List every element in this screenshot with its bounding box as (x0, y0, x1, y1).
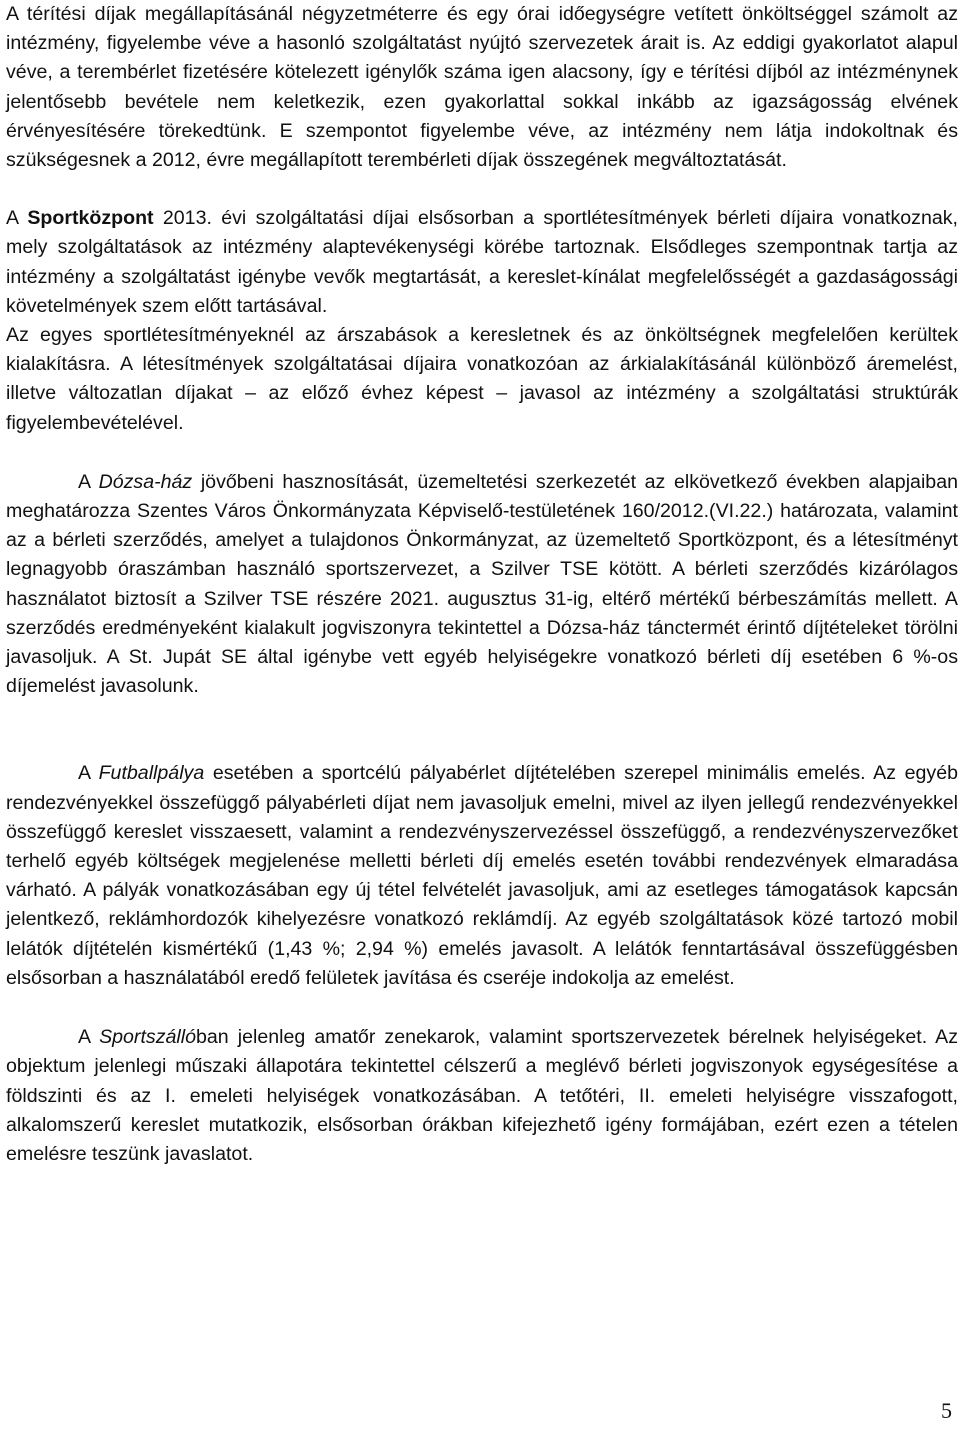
sportkozpont-term: Sportközpont (27, 207, 154, 230)
paragraph-dozsa-haz (6, 468, 958, 702)
paragraph-sportkozpont-body: 2013. évi szolgáltatási díjai elsősorban a sportlétesítmények bérleti díjaira vonatkoznak, mely szolgáltatások az intézmény alaptevékenységi körébe tartoznak. Elsődleges szempontnak tartja az intézmény a szolgáltatást igénybe vevők megtartását, a kereslet-kínálat megfelelősségét a gazdaságossági követelmények szem előtt tartásával. (6, 207, 958, 317)
document-page (6, 0, 958, 1169)
paragraph-fee-calculation: A térítési díjak megállapításánál négyzetméterre és egy órai időegységre vetített önköltséggel számolt az intézmény, figyelembe véve a hasonló szolgáltatást nyújtó szervezetek árait is. Az eddigi gyakorlatot alapul véve, a terembérlet fizetésére kötelezett igénylők száma igen alacsony, így e térítési díjból az intézménynek jelentősebb bevétele nem keletkezik, ezen gyakorlattal sokkal inkább az igazságosság elvének érvényesítésére törekedtünk. E szempontot figyelembe véve, az intézmény nem látja indokoltnak és szükségesnek a 2012, évre megállapított terembérleti díjak összegének megváltoztatását. (6, 3, 958, 172)
paragraph-sportszallo-body: ban jelenleg amatőr zenekarok, valamint sportszervezetek bérelnek helyiségeket. Az objektum jelenlegi műszaki állapotára tekintettel célszerű a meglévő bérleti jogviszonyok egységesítése a földszinti és az I. emeleti helyiségek vonatkozásában. A tetőtéri, II. emeleti helyiségre visszafogott, alkalomszerű kereslet mutatkozik, elsősorban órákban kifejezhető igény formájában, ezért ezen a tételen emelésre teszünk javaslatot. (6, 1026, 958, 1165)
dozsa-haz-term: Dózsa-ház (98, 470, 193, 493)
futballpalya-term: Futballpálya (98, 762, 205, 785)
paragraph-futballpalya-body: esetében a sportcélú pályabérlet díjtételében szerepel minimális emelés. Az egyéb rendezvényekkel összefüggő pályabérleti díjat nem javasoljuk emelni, mivel az ilyen jellegű rendezvényekkel összefüggő kereslet visszaesett, valamint a rendezvényszervezéssel összefüggő, a rendezvényszervezőket terhelő egyéb költségek megjelenése melletti bérleti díj emelés esetén további rendezvények elmaradása várható. A pályák vonatkozásában egy új tétel felvételét javasoljuk, ami az esetleges támogatások kapcsán jelentkező, reklámhordozók kihelyezésre vonatkozó reklámdíj. Az egyéb szolgáltatások közé tartozó mobil lelátók díjtételén kismértékű (1,43 %; 2,94 %) emelés javasolt. A lelátók fenntartásával összefüggésben elsősorban a használatából eredő felületek javítása és cseréje indokolja az emelést. (6, 762, 958, 989)
paragraph-dozsa-haz-body: jövőbeni hasznosítását, üzemeltetési szerkezetét az elkövetkező években alapjaiban meghatározza Szentes Város Önkormányzata Képviselő-testületének 160/2012.(VI.22.) határozata, valamint az a bérleti szerződés, amelyet a tulajdonos Önkormányzat, az üzemeltető Sportközpont, és a létesítményt legnagyobb óraszámban használó sportszervezet, a Szilver TSE kötött. A bérleti szerződés kizárólagos használatot biztosít a Szilver TSE részére 2021. augusztus 31-ig, eltérő mértékű bérbeszámítás mellett. A szerződés eredményeként kialakult jogviszonyra tekintettel a Dózsa-ház tánctermét érintő díjtételeket törölni javasoljuk. A St. Jupát SE által igénybe vett egyéb helyiségekre vonatkozó bérleti díj esetében 6 %-os díjemelést javasolunk. (6, 470, 958, 698)
paragraph-dozsa-haz-lead: A (78, 470, 99, 493)
paragraph-sportkozpont-lead: A (6, 207, 28, 230)
paragraph-pricing: Az egyes sportlétesítményeknél az árszabások a keresletnek és az önköltségnek megfelelően kerültek kialakításra. A létesítmények szolgáltatásai díjaira vonatkozóan az árkialakításánál különböző áremelést, illetve változatlan díjakat – az előző évhez képest – javasol az intézmény a szolgáltatási struktúrák figyelembevételével. (6, 324, 958, 434)
sportszallo-term: Sportszálló (99, 1026, 196, 1049)
page-number: 5 (941, 1398, 952, 1423)
paragraph-futballpalya (6, 759, 958, 993)
paragraph-sportszallo-lead: A (78, 1026, 100, 1049)
paragraph-futballpalya-lead: A (78, 762, 99, 785)
paragraph-sportkozpont (6, 204, 958, 321)
paragraph-sportszallo (6, 1023, 958, 1169)
